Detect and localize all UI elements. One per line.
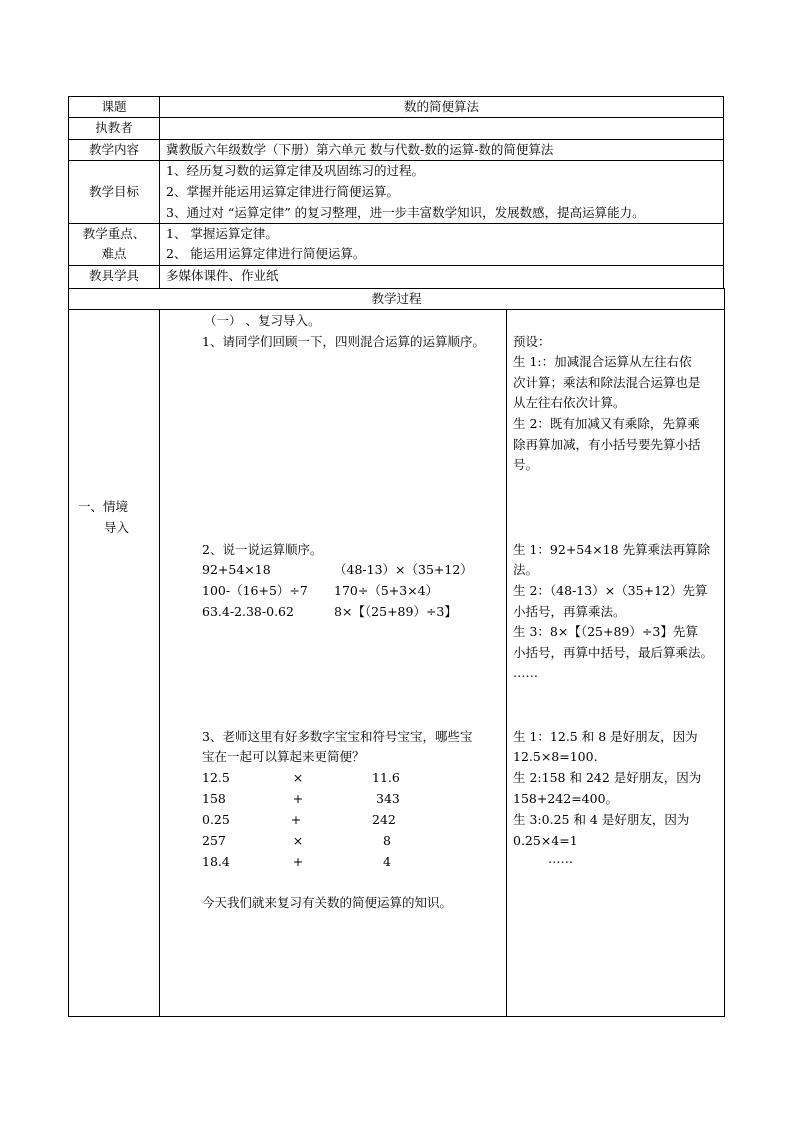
answer-line: …… bbox=[548, 851, 573, 866]
operator-card: + bbox=[292, 854, 304, 869]
expression: 8×【（25+89）÷3】 bbox=[334, 604, 457, 619]
answer-line: 158+242=400。 bbox=[513, 791, 619, 806]
number-card: 8 bbox=[383, 833, 391, 848]
operator-card: × bbox=[292, 770, 304, 785]
answer-line: 预设： bbox=[513, 334, 551, 349]
goals-label: 教学目标 bbox=[88, 184, 139, 199]
key-points-label: 教学重点、 bbox=[82, 226, 146, 241]
table-border bbox=[68, 117, 724, 118]
expression: 170÷（5+3×4） bbox=[334, 583, 439, 598]
section-label: 一、情境 bbox=[78, 499, 129, 514]
goal-item: 3、通过对 “运算定律” 的复习整理，进一步丰富数学知识，发展数感，提高运算能力。 bbox=[166, 205, 645, 220]
question-3: 3、老师这里有好多数字宝宝和符号宝宝，哪些宝 bbox=[202, 729, 473, 744]
table-border bbox=[159, 96, 160, 289]
answer-line: 生 3:0.25 和 4 是好朋友，因为 bbox=[513, 812, 690, 827]
operator-card: × bbox=[292, 833, 304, 848]
question-3: 宝在一起可以算起来更简便？ bbox=[202, 749, 365, 764]
question-1: 1、请同学们回顾一下，四则混合运算的运算顺序。 bbox=[202, 334, 485, 349]
answer-line: 从左往右依次计算。 bbox=[513, 395, 626, 410]
operator-card: + bbox=[290, 812, 302, 827]
answer-line: 12.5×8=100. bbox=[513, 749, 598, 764]
answer-line: 生 2:158 和 242 是好朋友，因为 bbox=[513, 770, 702, 785]
answer-line: 生 1：92+54×18 先算乘法再算除 bbox=[513, 542, 711, 557]
number-card: 242 bbox=[372, 812, 396, 827]
key-point-item: 2、 能运用运算定律进行简便运算。 bbox=[166, 246, 366, 261]
number-card: 12.5 bbox=[202, 770, 230, 785]
process-title: 教学过程 bbox=[371, 291, 422, 306]
expression: 92+54×18 bbox=[202, 562, 271, 577]
topic-label: 课题 bbox=[101, 99, 127, 114]
number-card: 343 bbox=[376, 791, 400, 806]
key-point-item: 1、 掌握运算定律。 bbox=[166, 226, 278, 241]
answer-line: 除再算加减，有小括号要先算小括 bbox=[513, 437, 701, 452]
answer-line: 生 1:：加减混合运算从左往右依 bbox=[513, 354, 692, 369]
answer-line: 次计算；乘法和除法混合运算也是 bbox=[513, 375, 701, 390]
table-border bbox=[68, 1016, 725, 1017]
answer-line: 小括号，再算乘法。 bbox=[513, 604, 626, 619]
table-border bbox=[506, 309, 507, 1017]
section-label: 导入 bbox=[104, 520, 130, 535]
table-border bbox=[724, 288, 725, 1017]
table-border bbox=[68, 309, 724, 310]
topic-value: 数的简便算法 bbox=[403, 99, 479, 114]
table-border bbox=[723, 96, 724, 289]
number-card: 4 bbox=[383, 854, 391, 869]
tools-value: 多媒体课件、作业纸 bbox=[166, 268, 279, 283]
goal-item: 1、经历复习数的运算定律及巩固练习的过程。 bbox=[166, 163, 424, 178]
expression: （48-13）×（35+12） bbox=[334, 562, 473, 577]
answer-line: 生 1：12.5 和 8 是好朋友，因为 bbox=[513, 729, 698, 744]
answer-line: 生 3：8×【（25+89）÷3】先算 bbox=[513, 624, 698, 639]
content-value: 冀教版六年级数学（下册）第六单元 数与代数-数的运算-数的简便算法 bbox=[166, 142, 554, 157]
question-2: 2、说一说运算顺序。 bbox=[202, 542, 323, 557]
number-card: 257 bbox=[202, 833, 226, 848]
number-card: 158 bbox=[202, 791, 226, 806]
expression: 100-（16+5）÷7 bbox=[202, 583, 308, 598]
number-card: 18.4 bbox=[202, 854, 230, 869]
answer-line: 0.25×4=1 bbox=[513, 833, 578, 848]
tools-label: 教具学具 bbox=[88, 268, 139, 283]
expression: 63.4-2.38-0.62 bbox=[202, 604, 294, 619]
answer-line: 小括号，再算中括号，最后算乘法。 bbox=[513, 645, 714, 660]
key-points-label: 难点 bbox=[101, 246, 127, 261]
number-card: 11.6 bbox=[372, 770, 400, 785]
answer-line: 生 2：既有加减又有乘除，先算乘 bbox=[513, 416, 700, 431]
table-border bbox=[159, 309, 160, 1017]
answer-line: 生 2：（48-13）×（35+12）先算 bbox=[513, 583, 708, 598]
content-label: 教学内容 bbox=[88, 142, 139, 157]
closing-remark: 今天我们就来复习有关数的简便运算的知识。 bbox=[202, 895, 453, 910]
answer-line: …… bbox=[513, 665, 538, 680]
teacher-label: 执教者 bbox=[95, 120, 133, 135]
operator-card: + bbox=[292, 791, 304, 806]
answer-line: 法。 bbox=[513, 562, 539, 577]
number-card: 0.25 bbox=[202, 812, 230, 827]
review-heading: （一） 、复习导入。 bbox=[204, 313, 321, 328]
goal-item: 2、掌握并能运用运算定律进行简便运算。 bbox=[166, 184, 399, 199]
answer-line: 号。 bbox=[513, 457, 539, 472]
